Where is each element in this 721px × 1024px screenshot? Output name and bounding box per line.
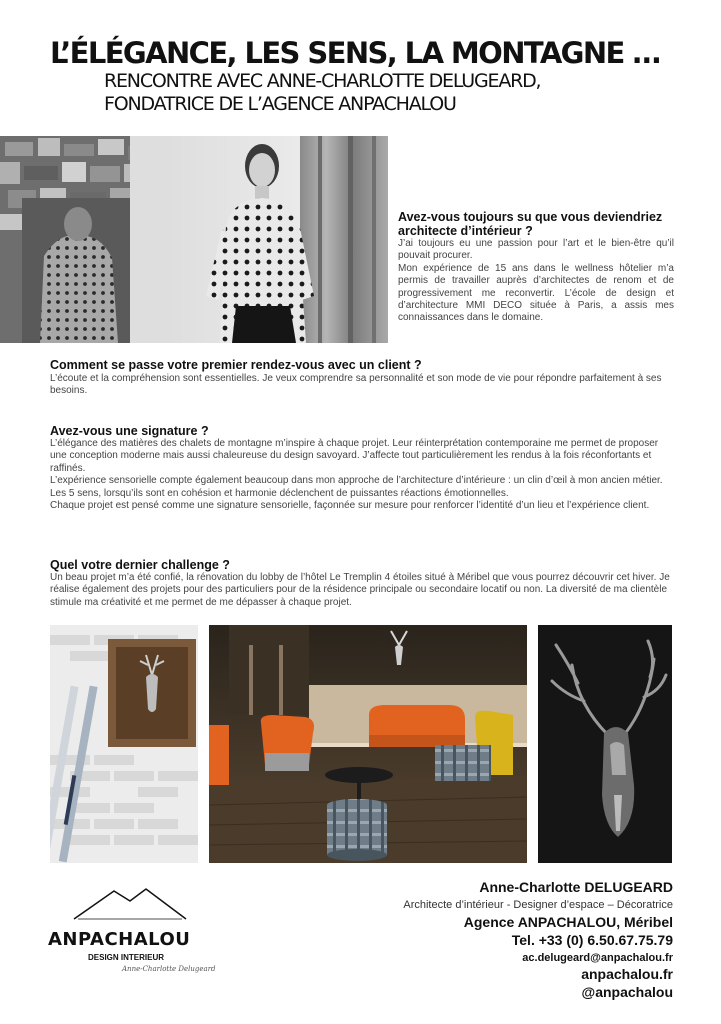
contact-role: Architecte d’intérieur - Designer d’espace – Décoratrice <box>403 899 673 911</box>
answer-4-paragraph-1: Un beau projet m’a été confié, la rénovation du lobby de l’hôtel Le Tremplin 4 étoiles situé à Méribel que vous pourrez découvrir cet hiver. Je réalise également des projets pour des particuliers pour de la résidence principale ou secondaire locatif ou non. La diversité de ma clientèle stimule ma créativité et me permet de me dépasser à chaque projet. <box>50 572 670 608</box>
page-title: L’ÉLÉGANCE, LES SENS, LA MONTAGNE … <box>50 36 660 70</box>
contact-social[interactable]: @anpachalou <box>581 984 673 1000</box>
answer-2 <box>50 373 674 398</box>
portrait-photo <box>0 136 388 343</box>
contact-name: Anne-Charlotte DELUGEARD <box>479 879 673 895</box>
answer-4 <box>50 572 674 609</box>
answer-2-paragraph-1: L’écoute et la compréhension sont essentielles. Je veux comprendre sa personnalité et son mode de vie pour répondre parfaitement à ses besoins. <box>50 373 662 397</box>
contact-phone[interactable]: Tel. +33 (0) 6.50.67.75.79 <box>511 932 673 948</box>
brand-logo <box>48 885 216 985</box>
hotel-lobby-lounge-photo <box>209 625 527 863</box>
answer-3 <box>50 438 674 512</box>
brand-tagline: DESIGN INTERIEUR <box>88 953 165 962</box>
answer-1-paragraph-2: Mon expérience de 15 ans dans le wellness hôtelier m’a permis de travailler auprès d’architectes de renom et de progressivement me reconvertir. L’école de design et d’architecture MMI DECO située à Paris, a assis mes connaissances dans le domaine. <box>398 262 674 324</box>
answer-3-paragraph-3: Chaque projet est pensé comme une signature sensorielle, façonnée sur mesure pour renforcer l’identité d’un lieu et l’expérience client. <box>50 500 650 512</box>
mountain-logo-icon <box>70 885 190 921</box>
contact-email[interactable]: ac.delugeard@anpachalou.fr <box>522 952 673 964</box>
answer-3-paragraph-1: L’élégance des matières des chalets de montagne m’inspire à chaque projet. Leur réinterprétation contemporaine me permet de proposer une conception moderne mais aussi chaleureuse du design savoyard. J’affecte tout particulièrement les rendus à la fois réconfortants et raffinés. <box>50 438 659 474</box>
answer-3-paragraph-2: L’expérience sensorielle compte également beaucoup dans mon approche de l’architecture d’intérieure : un clin d’œil à mon ancien métier. Les 5 sens, lorsqu’ils sont en cohésion et harmonie déclenchent de puissantes réactions émotionnelles. <box>50 475 663 499</box>
page-subtitle-line1: RENCONTRE AVEC ANNE-CHARLOTTE DELUGEARD, <box>104 70 541 92</box>
question-2: Comment se passe votre premier rendez-vous avec un client ? <box>50 358 422 372</box>
brand-signature: Anne-Charlotte Delugeard <box>122 965 216 973</box>
deer-head-closeup-photo <box>538 625 672 863</box>
brand-name: ANPACHALOU <box>48 929 191 950</box>
answer-1 <box>398 238 674 325</box>
contact-agency: Agence ANPACHALOU, Méribel <box>463 914 673 930</box>
answer-1-paragraph-1: J’ai toujours eu une passion pour l’art et le bien-être qu’il pouvait procurer. <box>398 238 674 262</box>
question-3: Avez-vous une signature ? <box>50 424 209 438</box>
contact-website[interactable]: anpachalou.fr <box>581 966 673 982</box>
question-4: Quel votre dernier challenge ? <box>50 558 230 572</box>
page-subtitle-line2: FONDATRICE DE L’AGENCE ANPACHALOU <box>104 93 456 115</box>
question-1: Avez-vous toujours su que vous deviendriez architecte d’intérieur ? <box>398 210 663 238</box>
deer-trophy-wall-photo <box>50 625 198 863</box>
